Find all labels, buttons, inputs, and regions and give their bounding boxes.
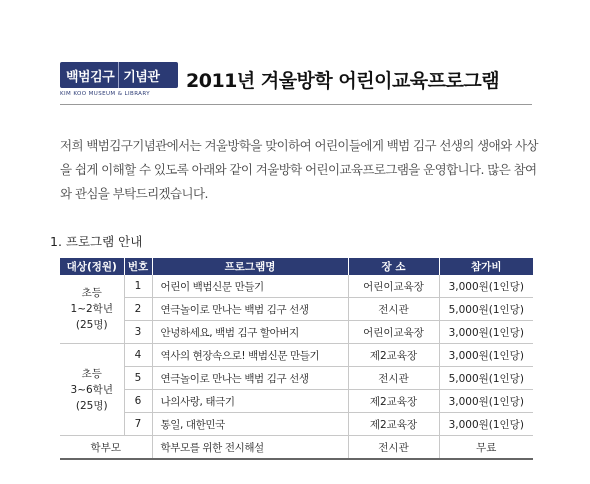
program-name: 어린이 백범신문 만들기 <box>152 275 348 298</box>
program-place: 제2교육장 <box>348 390 439 413</box>
program-fee: 무료 <box>439 436 533 460</box>
program-fee: 5,000원(1인당) <box>439 298 533 321</box>
target-line: (25명) <box>75 319 108 331</box>
program-fee: 3,000원(1인당) <box>439 390 533 413</box>
table-row <box>60 390 533 413</box>
museum-logo <box>60 62 178 97</box>
target-group-cell <box>60 275 124 344</box>
program-place: 제2교육장 <box>348 413 439 436</box>
target-line: 1~2학년 <box>70 303 113 315</box>
program-name: 통일, 대한민국 <box>152 413 348 436</box>
row-number: 3 <box>124 321 152 344</box>
row-number: 7 <box>124 413 152 436</box>
program-place: 어린이교육장 <box>348 275 439 298</box>
table-row <box>60 367 533 390</box>
program-name: 안녕하세요, 백범 김구 할아버지 <box>152 321 348 344</box>
program-place: 전시관 <box>348 367 439 390</box>
logo-box <box>60 62 178 88</box>
row-number: 6 <box>124 390 152 413</box>
program-place: 전시관 <box>348 298 439 321</box>
target-group-cell <box>60 344 124 436</box>
program-fee: 3,000원(1인당) <box>439 344 533 367</box>
page-title: 2011년 겨울방학 어린이교육프로그램 <box>186 70 500 92</box>
target-line: 초등 <box>81 367 102 380</box>
program-table <box>60 258 533 460</box>
target-line: 3~6학년 <box>70 383 113 396</box>
table-row <box>60 321 533 344</box>
header-program-name: 프로그램명 <box>152 258 348 275</box>
row-number: 1 <box>124 275 152 298</box>
program-name: 역사의 현장속으로! 백범신문 만들기 <box>152 344 348 367</box>
program-place: 제2교육장 <box>348 344 439 367</box>
logo-text-primary: 백범김구 <box>66 70 115 85</box>
logo-subtitle: KIM KOO MUSEUM & LIBRARY <box>60 91 150 97</box>
table-row <box>60 344 533 367</box>
target-line: 초등 <box>81 287 102 299</box>
row-number: 4 <box>124 344 152 367</box>
program-fee: 3,000원(1인당) <box>439 413 533 436</box>
program-fee: 3,000원(1인당) <box>439 275 533 298</box>
program-place: 전시관 <box>348 436 439 460</box>
section-title: 1. 프로그램 안내 <box>50 234 143 249</box>
table-row <box>60 275 533 298</box>
row-number: 2 <box>124 298 152 321</box>
program-name: 학부모를 위한 전시해설 <box>152 436 348 460</box>
program-name: 연극놀이로 만나는 백범 김구 선생 <box>152 367 348 390</box>
table-row <box>60 413 533 436</box>
program-name: 나의사랑, 태극기 <box>152 390 348 413</box>
table-row-parents <box>60 436 533 460</box>
row-number: 5 <box>124 367 152 390</box>
program-name: 연극놀이로 만나는 백범 김구 선생 <box>152 298 348 321</box>
program-fee: 5,000원(1인당) <box>439 367 533 390</box>
target-line: (25명) <box>75 399 108 412</box>
table-row <box>60 298 533 321</box>
header-place: 장 소 <box>348 258 439 275</box>
program-place: 어린이교육장 <box>348 321 439 344</box>
header-number: 번호 <box>124 258 152 275</box>
header-divider <box>60 104 532 105</box>
intro-paragraph: 저희 백범김구기념관에서는 겨울방학을 맞이하여 어린이들에게 백범 김구 선생의 생애와 사상을 쉽게 이해할 수 있도록 아래와 같이 겨울방학 어린이교육프로그램을 운영합니다. 많은 참여와 관심을 부탁드리겠습니다. <box>60 138 538 201</box>
logo-text-secondary: 기념관 <box>118 62 163 88</box>
parent-target: 학부모 <box>60 436 152 460</box>
header-target: 대상(정원) <box>60 258 124 275</box>
program-fee: 3,000원(1인당) <box>439 321 533 344</box>
table-header-row <box>60 258 533 275</box>
header-fee: 참가비 <box>439 258 533 275</box>
